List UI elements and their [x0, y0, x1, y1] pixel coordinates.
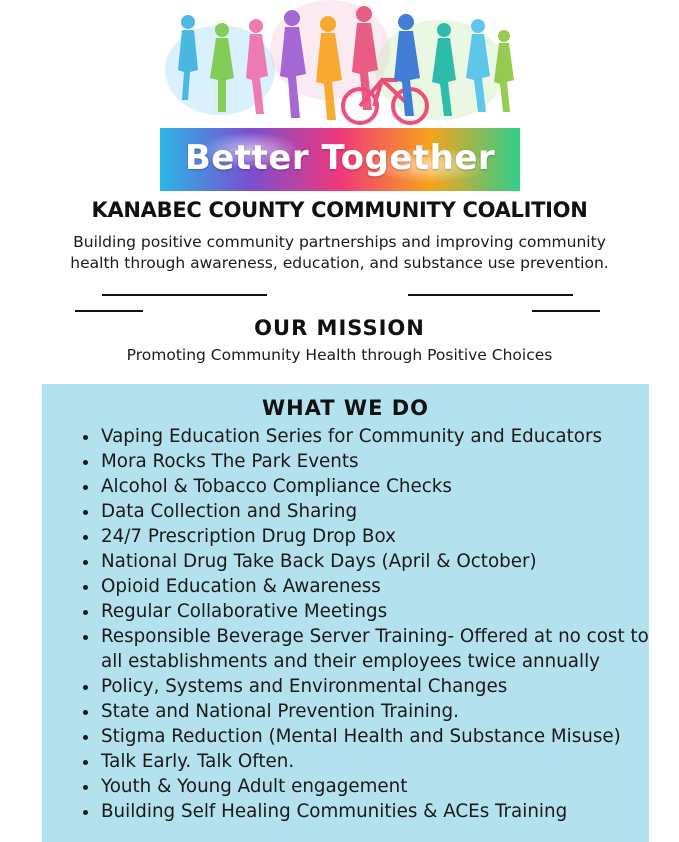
- list-item: • Talk Early. Talk Often.: [100, 749, 660, 774]
- mission-heading: OUR MISSION: [254, 316, 425, 340]
- list-item: • Policy, Systems and Environmental Changes: [100, 674, 660, 699]
- organization-name: KANABEC COUNTY COMMUNITY COALITION: [91, 198, 588, 222]
- divider-right-top: [408, 294, 573, 296]
- tagline: [40, 232, 639, 274]
- list-item: • Stigma Reduction (Mental Health and Substance Misuse): [100, 724, 660, 749]
- list-item: • 24/7 Prescription Drug Drop Box: [100, 524, 660, 549]
- list-item: • Responsible Beverage Server Training- Offered at no cost to all establishments and their employees twice annually: [100, 624, 660, 674]
- list-item: • Mora Rocks The Park Events: [100, 449, 660, 474]
- what-we-do-heading: WHAT WE DO: [261, 396, 430, 420]
- list-item: • State and National Prevention Training.: [100, 699, 660, 724]
- list-item: • Regular Collaborative Meetings: [100, 599, 660, 624]
- divider-left-bottom: [75, 310, 143, 312]
- mission-statement: Promoting Community Health through Positive Choices: [126, 346, 553, 364]
- activity-list: [80, 424, 660, 824]
- divider-left-top: [102, 294, 267, 296]
- list-item: • National Drug Take Back Days (April & October): [100, 549, 660, 574]
- hero-banner: [160, 0, 520, 191]
- divider-right-bottom: [532, 310, 600, 312]
- what-we-do-panel: [42, 384, 649, 842]
- list-item: • Opioid Education & Awareness: [100, 574, 660, 599]
- list-item: • Youth & Young Adult engagement: [100, 774, 660, 799]
- list-item: • Building Self Healing Communities & ACEs Training: [100, 799, 660, 824]
- hero-caption: Better Together: [184, 138, 496, 178]
- list-item: • Alcohol & Tobacco Compliance Checks: [100, 474, 660, 499]
- tagline-line-2: health through awareness, education, and substance use prevention.: [70, 254, 609, 272]
- list-item: • Data Collection and Sharing: [100, 499, 660, 524]
- list-item: • Vaping Education Series for Community and Educators: [100, 424, 660, 449]
- tagline-line-1: Building positive community partnerships and improving community: [73, 233, 606, 251]
